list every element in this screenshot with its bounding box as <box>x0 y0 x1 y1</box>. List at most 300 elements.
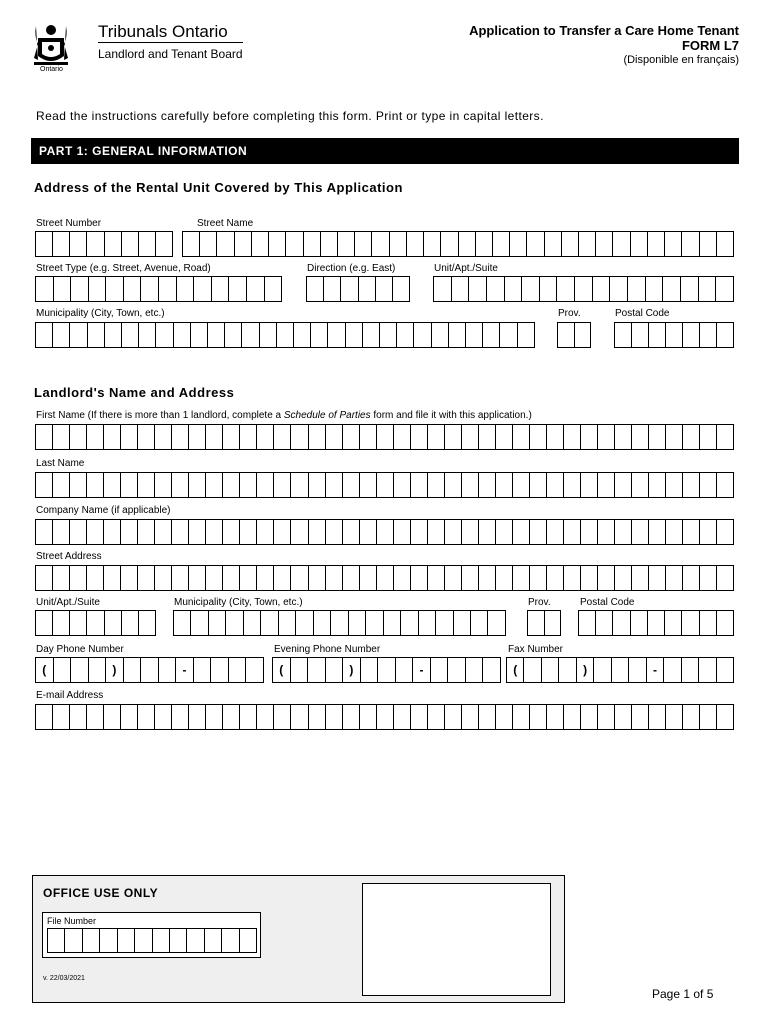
char-box[interactable] <box>700 520 717 544</box>
char-box[interactable] <box>598 705 615 729</box>
char-box[interactable] <box>483 323 500 347</box>
char-box[interactable] <box>260 323 277 347</box>
char-box[interactable] <box>432 323 449 347</box>
char-box[interactable] <box>53 473 70 497</box>
char-box[interactable] <box>309 705 326 729</box>
char-box[interactable] <box>343 566 360 590</box>
char-box[interactable] <box>547 425 564 449</box>
char-box[interactable]: ( <box>507 658 524 682</box>
char-box[interactable] <box>436 611 453 635</box>
char-box[interactable] <box>279 611 296 635</box>
char-box[interactable] <box>104 566 121 590</box>
char-box[interactable] <box>384 611 401 635</box>
char-box[interactable] <box>394 566 411 590</box>
char-box[interactable] <box>462 473 479 497</box>
char-box[interactable] <box>138 566 155 590</box>
char-box[interactable] <box>579 232 596 256</box>
char-box[interactable] <box>252 232 269 256</box>
char-box[interactable] <box>189 566 206 590</box>
char-box[interactable] <box>462 425 479 449</box>
char-box[interactable] <box>229 277 247 301</box>
char-box[interactable] <box>247 277 265 301</box>
char-box[interactable] <box>257 473 274 497</box>
char-box[interactable] <box>598 520 615 544</box>
char-box[interactable] <box>581 705 598 729</box>
char-box[interactable] <box>36 232 53 256</box>
char-box[interactable] <box>493 232 510 256</box>
char-box[interactable] <box>326 473 343 497</box>
char-box[interactable] <box>138 425 155 449</box>
char-box[interactable] <box>419 611 436 635</box>
char-box[interactable] <box>106 277 124 301</box>
char-box[interactable] <box>629 658 646 682</box>
char-box[interactable] <box>632 323 649 347</box>
char-box[interactable] <box>223 520 240 544</box>
char-box[interactable] <box>682 611 699 635</box>
char-box[interactable] <box>488 611 504 635</box>
char-box[interactable]: - <box>176 658 194 682</box>
landlord-municipality-field[interactable] <box>173 610 506 636</box>
char-box[interactable] <box>36 277 54 301</box>
file-number-field[interactable] <box>47 928 257 953</box>
char-box[interactable] <box>612 658 629 682</box>
landlord-unit-field[interactable] <box>35 610 156 636</box>
char-box[interactable] <box>487 277 505 301</box>
char-box[interactable] <box>462 705 479 729</box>
char-box[interactable] <box>646 277 664 301</box>
char-box[interactable] <box>683 323 700 347</box>
char-box[interactable] <box>246 658 263 682</box>
char-box[interactable] <box>121 566 138 590</box>
char-box[interactable] <box>155 425 172 449</box>
char-box[interactable] <box>326 566 343 590</box>
char-box[interactable] <box>663 277 681 301</box>
char-box[interactable] <box>411 566 428 590</box>
char-box[interactable] <box>542 658 559 682</box>
char-box[interactable] <box>632 425 649 449</box>
char-box[interactable] <box>596 611 613 635</box>
char-box[interactable] <box>206 473 223 497</box>
char-box[interactable] <box>615 566 632 590</box>
char-box[interactable] <box>307 277 324 301</box>
char-box[interactable] <box>390 232 407 256</box>
char-box[interactable] <box>377 705 394 729</box>
char-box[interactable] <box>518 323 534 347</box>
char-box[interactable] <box>428 473 445 497</box>
char-box[interactable] <box>459 232 476 256</box>
char-box[interactable] <box>122 232 139 256</box>
street-address-field[interactable] <box>35 565 734 591</box>
char-box[interactable]: ) <box>577 658 594 682</box>
char-box[interactable] <box>191 323 208 347</box>
char-box[interactable] <box>613 232 630 256</box>
char-box[interactable] <box>53 705 70 729</box>
char-box[interactable] <box>177 277 195 301</box>
char-box[interactable] <box>411 425 428 449</box>
char-box[interactable] <box>377 520 394 544</box>
char-box[interactable] <box>304 232 321 256</box>
char-box[interactable] <box>401 611 418 635</box>
char-box[interactable] <box>211 658 229 682</box>
char-box[interactable] <box>242 323 259 347</box>
char-box[interactable] <box>206 566 223 590</box>
char-box[interactable] <box>206 520 223 544</box>
char-box[interactable] <box>172 566 189 590</box>
char-box[interactable] <box>445 473 462 497</box>
char-box[interactable] <box>135 929 152 952</box>
char-box[interactable]: - <box>413 658 431 682</box>
char-box[interactable] <box>394 473 411 497</box>
char-box[interactable] <box>476 232 493 256</box>
char-box[interactable] <box>479 705 496 729</box>
char-box[interactable] <box>296 611 313 635</box>
char-box[interactable] <box>649 705 666 729</box>
char-box[interactable] <box>36 425 53 449</box>
char-box[interactable] <box>666 566 683 590</box>
char-box[interactable] <box>581 425 598 449</box>
char-box[interactable] <box>380 323 397 347</box>
char-box[interactable] <box>274 473 291 497</box>
char-box[interactable] <box>469 277 487 301</box>
char-box[interactable] <box>441 232 458 256</box>
char-box[interactable] <box>223 425 240 449</box>
char-box[interactable] <box>524 658 541 682</box>
char-box[interactable] <box>496 473 513 497</box>
char-box[interactable] <box>649 323 666 347</box>
char-box[interactable] <box>189 520 206 544</box>
char-box[interactable] <box>226 611 243 635</box>
char-box[interactable] <box>598 473 615 497</box>
char-box[interactable] <box>361 658 379 682</box>
char-box[interactable] <box>700 705 717 729</box>
char-box[interactable] <box>205 929 222 952</box>
char-box[interactable] <box>291 566 308 590</box>
char-box[interactable] <box>540 277 558 301</box>
char-box[interactable] <box>71 658 89 682</box>
char-box[interactable] <box>581 520 598 544</box>
street-name-field[interactable] <box>182 231 734 257</box>
char-box[interactable] <box>466 323 483 347</box>
char-box[interactable] <box>700 323 717 347</box>
char-box[interactable] <box>631 611 648 635</box>
char-box[interactable] <box>355 232 372 256</box>
char-box[interactable] <box>496 520 513 544</box>
char-box[interactable] <box>564 425 581 449</box>
char-box[interactable] <box>89 277 107 301</box>
char-box[interactable] <box>244 611 261 635</box>
char-box[interactable] <box>87 611 104 635</box>
char-box[interactable] <box>393 277 409 301</box>
char-box[interactable] <box>222 929 239 952</box>
char-box[interactable] <box>564 473 581 497</box>
char-box[interactable] <box>558 323 575 347</box>
char-box[interactable] <box>89 658 107 682</box>
char-box[interactable] <box>649 520 666 544</box>
char-box[interactable] <box>122 323 139 347</box>
char-box[interactable] <box>170 929 187 952</box>
char-box[interactable] <box>649 473 666 497</box>
char-box[interactable] <box>240 425 257 449</box>
char-box[interactable] <box>360 520 377 544</box>
postal-code-field[interactable] <box>614 322 734 348</box>
char-box[interactable] <box>557 277 575 301</box>
char-box[interactable] <box>666 473 683 497</box>
char-box[interactable] <box>579 611 596 635</box>
char-box[interactable] <box>717 658 733 682</box>
char-box[interactable] <box>428 566 445 590</box>
char-box[interactable] <box>682 658 699 682</box>
char-box[interactable] <box>462 520 479 544</box>
char-box[interactable] <box>397 323 414 347</box>
char-box[interactable] <box>372 232 389 256</box>
char-box[interactable] <box>326 705 343 729</box>
char-box[interactable] <box>428 705 445 729</box>
char-box[interactable] <box>277 323 294 347</box>
char-box[interactable] <box>36 566 53 590</box>
char-box[interactable] <box>632 566 649 590</box>
char-box[interactable] <box>562 232 579 256</box>
direction-field[interactable] <box>306 276 410 302</box>
char-box[interactable] <box>631 232 648 256</box>
char-box[interactable] <box>510 232 527 256</box>
char-box[interactable] <box>683 705 700 729</box>
char-box[interactable] <box>240 929 256 952</box>
char-box[interactable] <box>513 473 530 497</box>
char-box[interactable] <box>70 232 87 256</box>
char-box[interactable] <box>528 611 545 635</box>
char-box[interactable]: ) <box>343 658 361 682</box>
street-number-field[interactable] <box>35 231 173 257</box>
char-box[interactable] <box>70 566 87 590</box>
char-box[interactable] <box>547 705 564 729</box>
char-box[interactable] <box>155 473 172 497</box>
char-box[interactable] <box>530 705 547 729</box>
char-box[interactable] <box>194 277 212 301</box>
char-box[interactable] <box>65 929 82 952</box>
char-box[interactable] <box>431 658 449 682</box>
char-box[interactable] <box>105 323 122 347</box>
char-box[interactable] <box>649 425 666 449</box>
char-box[interactable] <box>291 520 308 544</box>
char-box[interactable] <box>274 705 291 729</box>
char-box[interactable] <box>666 705 683 729</box>
char-box[interactable] <box>428 520 445 544</box>
char-box[interactable] <box>321 232 338 256</box>
char-box[interactable] <box>471 611 488 635</box>
char-box[interactable] <box>717 323 733 347</box>
char-box[interactable] <box>54 658 72 682</box>
char-box[interactable] <box>632 705 649 729</box>
char-box[interactable] <box>139 323 156 347</box>
char-box[interactable] <box>104 520 121 544</box>
char-box[interactable] <box>138 473 155 497</box>
char-box[interactable] <box>343 425 360 449</box>
char-box[interactable] <box>291 658 309 682</box>
char-box[interactable] <box>377 425 394 449</box>
char-box[interactable] <box>105 611 122 635</box>
char-box[interactable] <box>155 566 172 590</box>
char-box[interactable] <box>124 658 142 682</box>
char-box[interactable] <box>121 705 138 729</box>
char-box[interactable] <box>360 566 377 590</box>
char-box[interactable] <box>159 658 177 682</box>
char-box[interactable] <box>359 277 376 301</box>
char-box[interactable] <box>156 232 172 256</box>
char-box[interactable] <box>628 277 646 301</box>
char-box[interactable] <box>229 658 247 682</box>
char-box[interactable] <box>172 425 189 449</box>
prov-field[interactable] <box>557 322 591 348</box>
char-box[interactable] <box>513 705 530 729</box>
char-box[interactable] <box>700 566 717 590</box>
char-box[interactable] <box>700 611 717 635</box>
char-box[interactable] <box>223 705 240 729</box>
char-box[interactable] <box>445 566 462 590</box>
char-box[interactable] <box>265 277 282 301</box>
char-box[interactable] <box>308 658 326 682</box>
char-box[interactable] <box>699 658 716 682</box>
char-box[interactable] <box>54 277 72 301</box>
char-box[interactable] <box>53 323 70 347</box>
street-type-field[interactable] <box>35 276 282 302</box>
char-box[interactable] <box>717 566 733 590</box>
char-box[interactable] <box>338 232 355 256</box>
char-box[interactable] <box>513 520 530 544</box>
char-box[interactable]: ( <box>36 658 54 682</box>
char-box[interactable] <box>377 566 394 590</box>
char-box[interactable] <box>87 232 104 256</box>
char-box[interactable] <box>559 658 576 682</box>
char-box[interactable] <box>257 705 274 729</box>
char-box[interactable] <box>314 611 331 635</box>
char-box[interactable] <box>394 425 411 449</box>
char-box[interactable] <box>665 611 682 635</box>
char-box[interactable] <box>496 705 513 729</box>
char-box[interactable] <box>261 611 278 635</box>
char-box[interactable] <box>274 425 291 449</box>
char-box[interactable] <box>593 277 611 301</box>
char-box[interactable] <box>141 658 159 682</box>
char-box[interactable] <box>309 520 326 544</box>
char-box[interactable] <box>664 658 681 682</box>
char-box[interactable] <box>87 520 104 544</box>
char-box[interactable] <box>172 705 189 729</box>
char-box[interactable] <box>172 473 189 497</box>
char-box[interactable] <box>717 473 733 497</box>
char-box[interactable] <box>479 473 496 497</box>
char-box[interactable] <box>547 520 564 544</box>
char-box[interactable] <box>479 425 496 449</box>
char-box[interactable] <box>360 705 377 729</box>
char-box[interactable] <box>70 520 87 544</box>
char-box[interactable] <box>649 566 666 590</box>
char-box[interactable] <box>139 611 155 635</box>
char-box[interactable] <box>240 566 257 590</box>
char-box[interactable] <box>53 232 70 256</box>
char-box[interactable] <box>683 520 700 544</box>
char-box[interactable] <box>594 658 611 682</box>
day-phone-field[interactable] <box>35 657 264 683</box>
char-box[interactable] <box>159 277 177 301</box>
char-box[interactable] <box>479 566 496 590</box>
company-name-field[interactable] <box>35 519 734 545</box>
char-box[interactable] <box>53 520 70 544</box>
char-box[interactable] <box>141 277 159 301</box>
char-box[interactable] <box>274 566 291 590</box>
char-box[interactable] <box>36 520 53 544</box>
char-box[interactable] <box>138 705 155 729</box>
char-box[interactable] <box>564 520 581 544</box>
char-box[interactable] <box>581 566 598 590</box>
char-box[interactable] <box>309 566 326 590</box>
char-box[interactable] <box>394 520 411 544</box>
char-box[interactable] <box>189 425 206 449</box>
char-box[interactable] <box>530 520 547 544</box>
char-box[interactable] <box>360 473 377 497</box>
char-box[interactable] <box>48 929 65 952</box>
char-box[interactable] <box>326 520 343 544</box>
char-box[interactable] <box>70 611 87 635</box>
char-box[interactable] <box>700 425 717 449</box>
char-box[interactable] <box>257 566 274 590</box>
char-box[interactable]: ( <box>273 658 291 682</box>
char-box[interactable] <box>434 277 452 301</box>
char-box[interactable] <box>666 425 683 449</box>
char-box[interactable] <box>500 323 517 347</box>
char-box[interactable] <box>648 232 665 256</box>
char-box[interactable] <box>496 425 513 449</box>
char-box[interactable] <box>349 611 366 635</box>
char-box[interactable] <box>341 277 358 301</box>
char-box[interactable] <box>343 520 360 544</box>
char-box[interactable] <box>700 473 717 497</box>
landlord-postal-code-field[interactable] <box>578 610 734 636</box>
char-box[interactable] <box>411 520 428 544</box>
char-box[interactable] <box>274 520 291 544</box>
char-box[interactable] <box>454 611 471 635</box>
landlord-prov-field[interactable] <box>527 610 561 636</box>
char-box[interactable] <box>414 323 431 347</box>
char-box[interactable] <box>615 425 632 449</box>
char-box[interactable] <box>598 566 615 590</box>
char-box[interactable]: ) <box>106 658 124 682</box>
email-field[interactable] <box>35 704 734 730</box>
char-box[interactable] <box>445 425 462 449</box>
char-box[interactable] <box>328 323 345 347</box>
char-box[interactable] <box>87 473 104 497</box>
char-box[interactable] <box>189 705 206 729</box>
char-box[interactable] <box>483 658 500 682</box>
char-box[interactable] <box>530 425 547 449</box>
char-box[interactable] <box>206 425 223 449</box>
char-box[interactable] <box>681 277 699 301</box>
char-box[interactable] <box>717 232 733 256</box>
char-box[interactable] <box>700 232 717 256</box>
char-box[interactable] <box>449 323 466 347</box>
char-box[interactable] <box>212 277 230 301</box>
char-box[interactable] <box>376 277 393 301</box>
char-box[interactable] <box>286 232 303 256</box>
char-box[interactable] <box>269 232 286 256</box>
char-box[interactable] <box>36 323 53 347</box>
unit-field[interactable] <box>433 276 734 302</box>
char-box[interactable] <box>717 425 733 449</box>
char-box[interactable] <box>70 473 87 497</box>
char-box[interactable] <box>564 705 581 729</box>
char-box[interactable] <box>70 323 87 347</box>
char-box[interactable] <box>174 323 191 347</box>
char-box[interactable] <box>257 520 274 544</box>
